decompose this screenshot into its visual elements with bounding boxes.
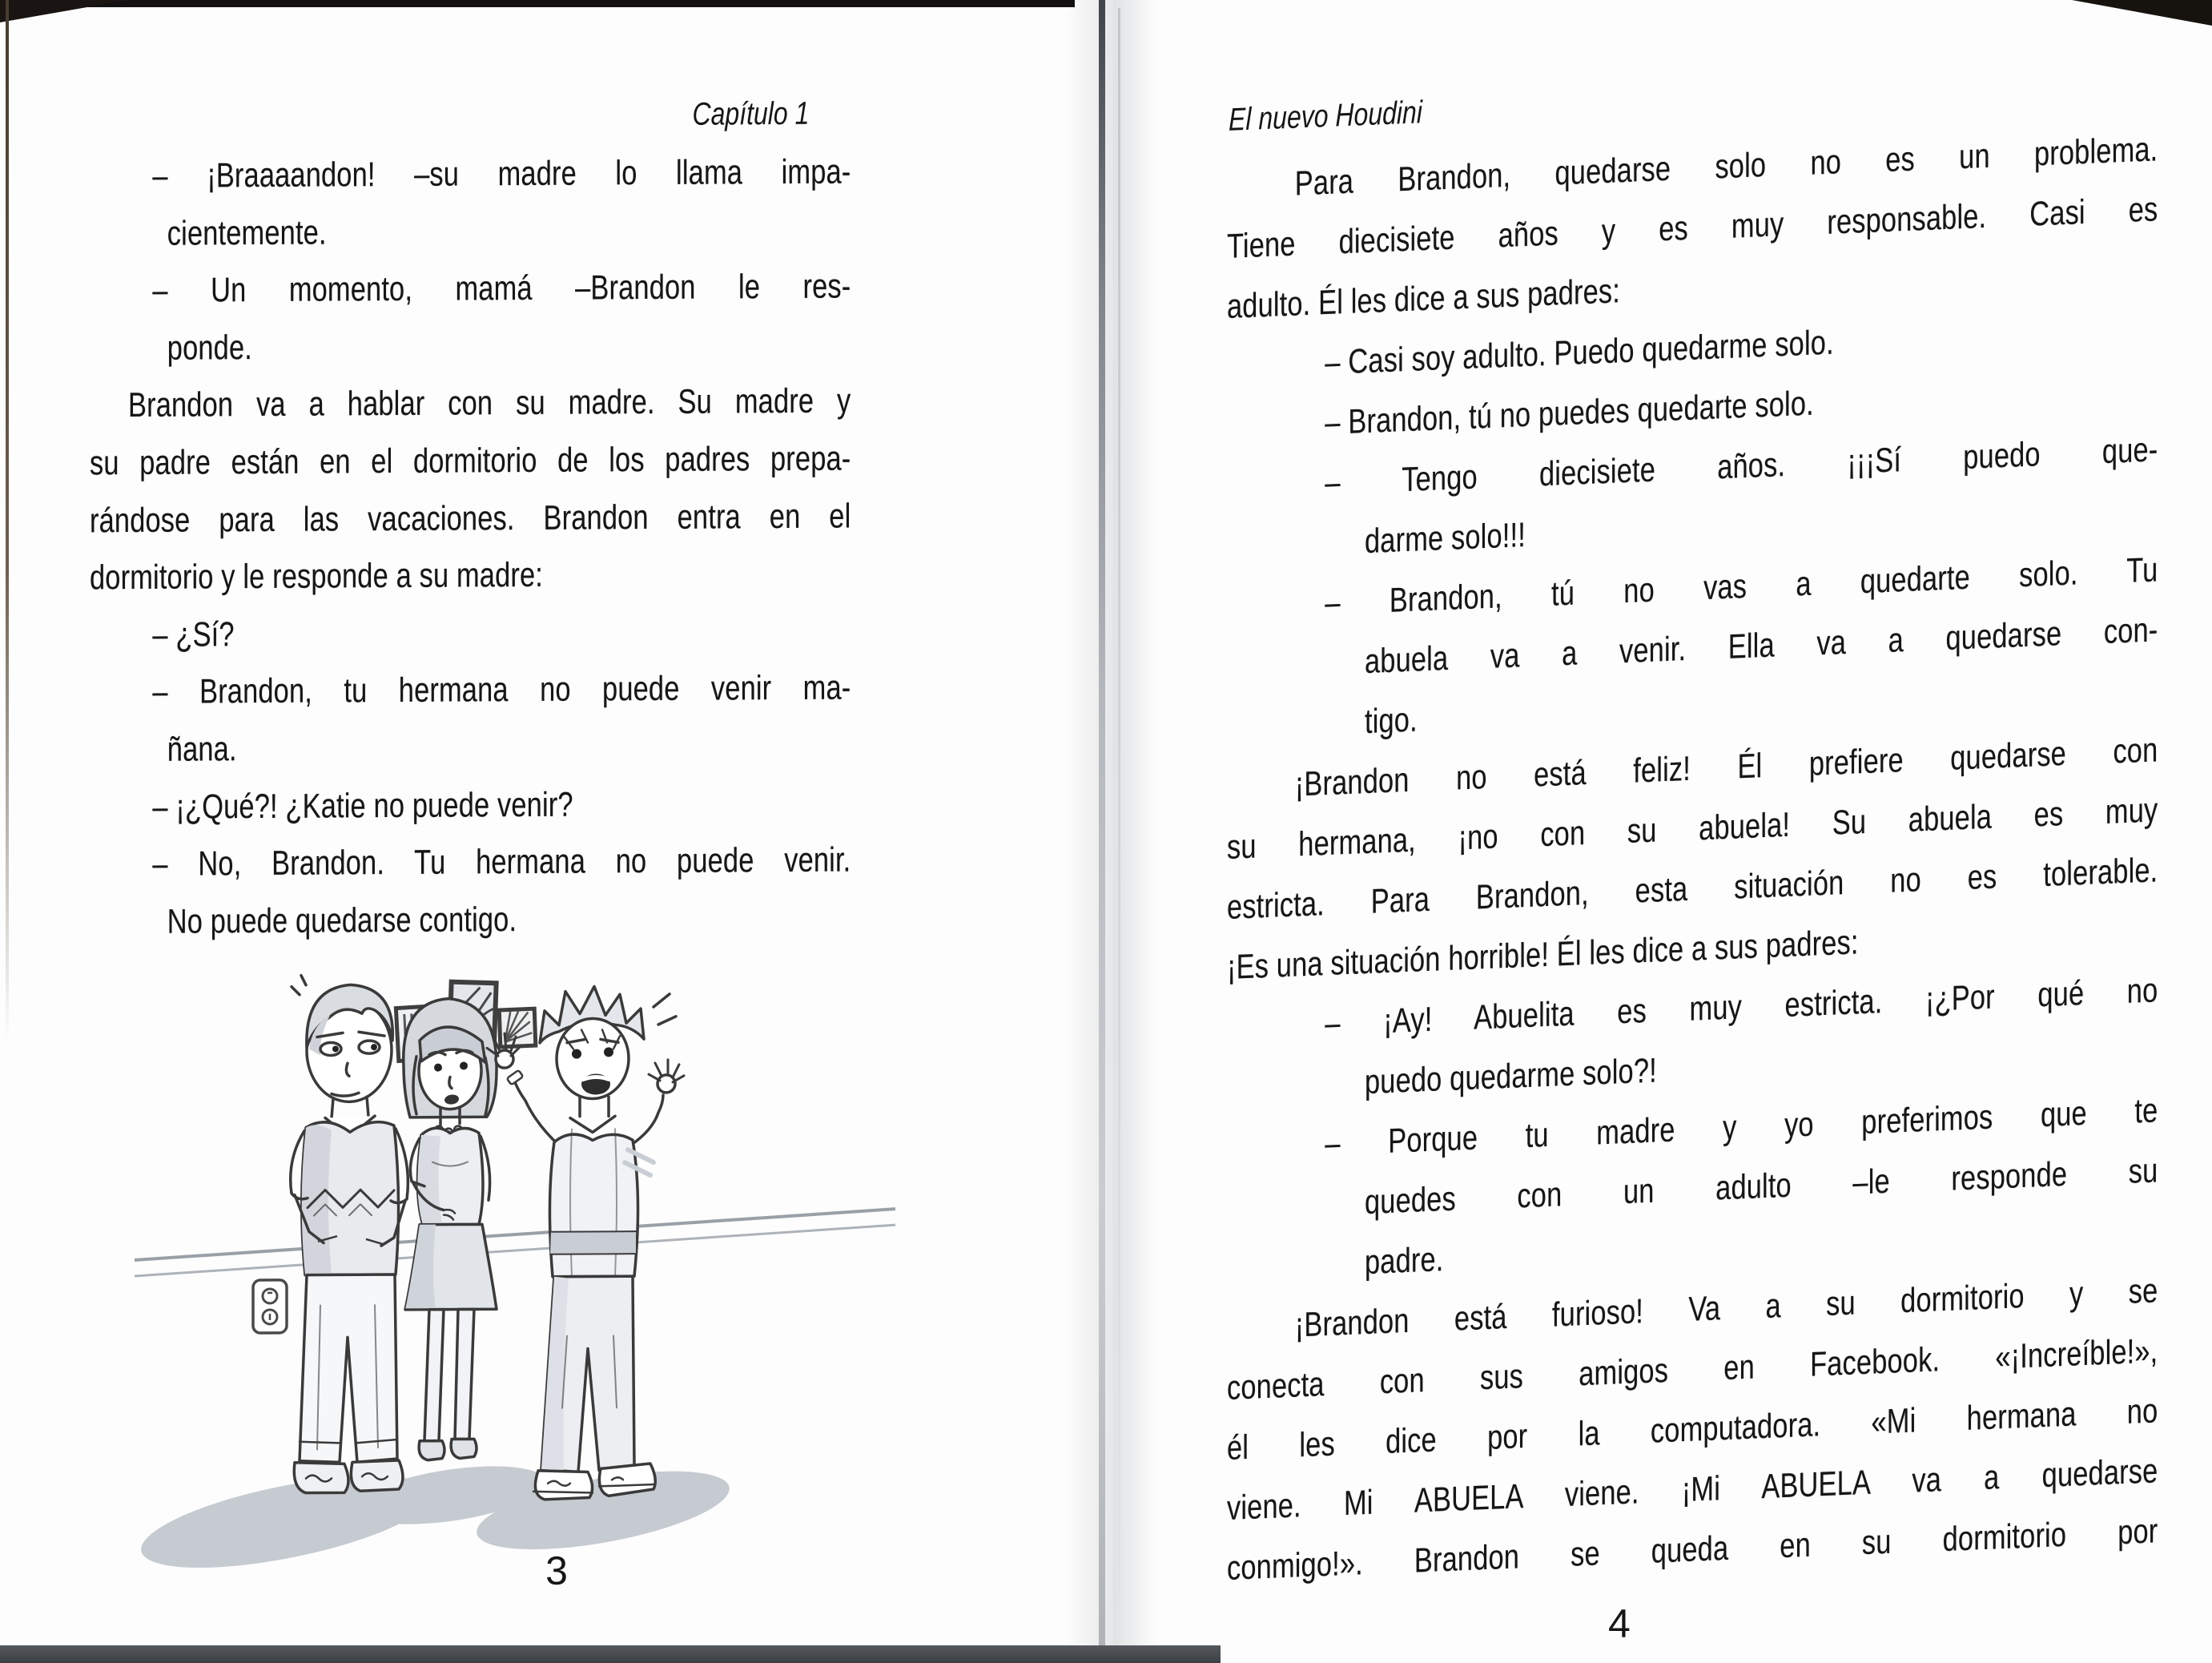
right-page-content (1227, 0, 2168, 1663)
text-line: ñana. (167, 730, 237, 769)
page-number-right: 4 (1608, 1601, 1631, 1646)
text-line: abuela va a venir. Ella va a quedarse con- (1365, 610, 2158, 682)
scan-bottom-edge (0, 1645, 1221, 1663)
text-line: él les dice por la computadora. «Mi hermana no (1227, 1391, 2158, 1468)
text-line: – ¡Ay! Abuelita es muy estricta. ¡¿Por qué no (1325, 971, 2158, 1044)
right-page-text (1227, 119, 2158, 1599)
book-spine-shadow (1099, 0, 1105, 1663)
electrical-outlet-icon (253, 1280, 287, 1333)
chapter-header: Capítulo 1 (692, 95, 810, 132)
text-line: Tiene diecisiete años y es muy responsable. Casi es (1227, 190, 2158, 266)
text-line: Brandon va a hablar con su madre. Su madre y (128, 381, 851, 425)
family-illustration (135, 957, 895, 1571)
text-line: No puede quedarse contigo. (167, 900, 517, 941)
scan-top-edge (0, 0, 1075, 7)
text-line: ponde. (167, 328, 252, 368)
text-line: su padre están en el dormitorio de los padres prepa- (90, 439, 851, 483)
text-line: viene. Mi ABUELA viene. ¡Mi ABUELA va a quedarse (1227, 1452, 2158, 1528)
text-line: ¡Es una situación horrible! Él les dice a sus padres: (1227, 923, 1859, 987)
text-line: padre. (1365, 1240, 1444, 1282)
text-line: – Porque tu madre y yo preferimos que te (1325, 1091, 2158, 1164)
text-line: dormitorio y le responde a su madre: (90, 556, 543, 598)
text-line: – ¡¿Qué?! ¿Katie no puede venir? (152, 785, 573, 827)
page-curve-line (1118, 8, 1120, 1642)
mother-figure (404, 998, 497, 1460)
text-line: ¡Brandon está furioso! Va a su dormitorio y se (1294, 1271, 2158, 1345)
text-line: – Brandon, tú no vas a quedarte solo. Tu (1325, 550, 2158, 623)
right-page (1113, 0, 2212, 1663)
text-line: cientemente. (167, 213, 327, 253)
baseboard (135, 1209, 895, 1276)
text-line: rándose para las vacaciones. Brandon entra en el (90, 497, 851, 540)
text-line: quedes con un adulto –le responde su (1365, 1151, 2158, 1222)
text-line: estricta. Para Brandon, esta situación no es tolerable. (1227, 851, 2158, 927)
text-line: su hermana, ¡no con su abuela! Su abuela es muy (1227, 791, 2158, 867)
text-line: Para Brandon, quedarse solo no es un problema. (1294, 130, 2158, 203)
father-figure (291, 975, 408, 1493)
brandon-figure (487, 986, 684, 1500)
text-line: – No, Brandon. Tu hermana no puede venir. (152, 840, 851, 884)
running-title-header: El nuevo Houdini (1229, 95, 1422, 138)
text-line: – Casi soy adulto. Puedo quedarme solo. (1325, 323, 1834, 383)
text-line: adulto. Él les dice a sus padres: (1227, 272, 1620, 326)
text-line: conmigo!». Brandon se queda en su dormitorio por (1227, 1512, 2158, 1588)
text-line: – Brandon, tú no puedes quedarte solo. (1325, 384, 1814, 443)
scan-left-edge-line (6, 0, 9, 1041)
text-line: – Brandon, tu hermana no puede venir ma- (152, 668, 851, 712)
text-line: ¡Brandon no está feliz! Él prefiere quedarse con (1294, 731, 2158, 804)
left-page-text (90, 144, 851, 952)
text-line: – ¿Sí? (152, 614, 235, 654)
text-line: conecta con sus amigos en Facebook. «¡Increíble!», (1227, 1331, 2158, 1407)
text-line: – Un momento, mamá –Brandon le res- (152, 267, 851, 311)
text-line: puedo quedarme solo?! (1365, 1051, 1657, 1102)
text-line: – Tengo diecisiete años. ¡¡¡Sí puedo que- (1325, 430, 2158, 503)
page-number-left: 3 (545, 1548, 568, 1593)
family-illustration-svg (135, 957, 895, 1571)
text-line: tigo. (1365, 700, 1418, 742)
text-line: – ¡Braaaandon! –su madre lo llama impa- (152, 152, 851, 195)
text-line: darme solo!!! (1365, 516, 1526, 562)
